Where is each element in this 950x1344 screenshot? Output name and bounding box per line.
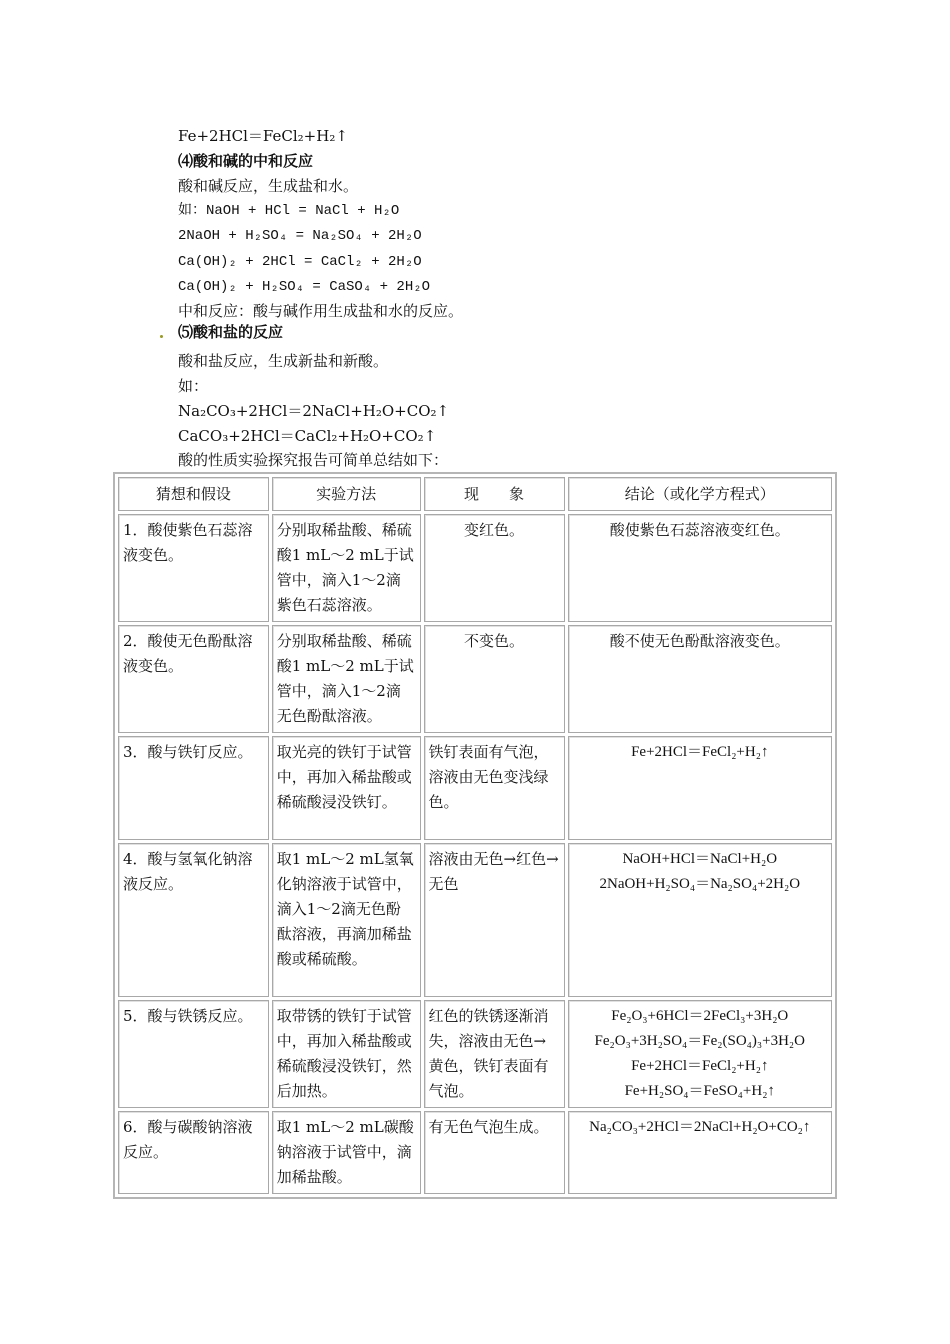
equation-caoh-h2so4: Ca(OH)₂ + H₂SO₄ = CaSO₄ + 2H₂O	[178, 279, 431, 295]
header-phenomenon: 现 象	[424, 477, 565, 511]
equation-naoh-h2so4: 2NaOH + H₂SO₄ = Na₂SO₄ + 2H₂O	[178, 228, 422, 244]
summary-sentence: 酸的性质实验探究报告可简单总结如下：	[178, 451, 449, 469]
cell-method: 取光亮的铁钉于试管中，再加入稀盐酸或稀硫酸浸没铁钉。	[272, 736, 421, 840]
section-heading-neutralization: ⑷酸和碱的中和反应	[178, 152, 314, 170]
cell-method: 取带锈的铁钉于试管中，再加入稀盐酸或稀硫酸浸没铁钉，然后加热。	[272, 1000, 421, 1108]
section-heading-acid-salt: ⑸酸和盐的反应	[178, 323, 284, 341]
cell-phenomenon: 红色的铁锈逐渐消失，溶液由无色→黄色，铁钉表面有气泡。	[424, 1000, 565, 1108]
header-method: 实验方法	[272, 477, 421, 511]
table-header-row	[118, 477, 832, 511]
cell-hypothesis: 6．酸与碳酸钠溶液反应。	[118, 1111, 269, 1194]
cell-phenomenon: 溶液由无色→红色→无色	[424, 843, 565, 997]
cell-method: 取1 mL～2 mL氢氧化钠溶液于试管中，滴入1～2滴无色酚酞溶液，再滴加稀盐酸或稀硫酸。	[272, 843, 421, 997]
paragraph-acid-salt: 酸和盐反应，生成新盐和新酸。	[178, 352, 389, 370]
table-row	[118, 1111, 832, 1194]
conclusion-line: 2NaOH+H₂SO₄＝Na₂SO₄+2H₂O	[599, 876, 801, 892]
equation-caco3: CaCO₃+2HCl＝CaCl₂+H₂O+CO₂↑	[178, 427, 437, 445]
conclusion-line: Fe₂O₃+3H₂SO₄＝Fe₂(SO₄)₃+3H₂O	[594, 1033, 805, 1049]
cell-phenomenon: 铁钉表面有气泡，溶液由无色变浅绿色。	[424, 736, 565, 840]
cell-conclusion	[568, 514, 832, 622]
conclusion-line: Fe+2HCl＝FeCl₂+H₂↑	[631, 1058, 769, 1074]
cell-hypothesis: 2．酸使无色酚酞溶液变色。	[118, 625, 269, 733]
conclusion-line: Fe₂O₃+6HCl＝2FeCl₃+3H₂O	[611, 1008, 789, 1024]
cell-conclusion	[568, 1000, 832, 1108]
cell-method: 取1 mL～2 mL碳酸钠溶液于试管中，滴加稀盐酸。	[272, 1111, 421, 1194]
cell-conclusion	[568, 736, 832, 840]
experiment-report-table	[113, 472, 837, 1199]
cell-conclusion	[568, 1111, 832, 1194]
table-row	[118, 625, 832, 733]
cell-phenomenon: 有无色气泡生成。	[424, 1111, 565, 1194]
cell-method: 分别取稀盐酸、稀硫酸1 mL～2 mL于试管中，滴入1～2滴无色酚酞溶液。	[272, 625, 421, 733]
marker-dot	[160, 335, 163, 338]
table-row	[118, 514, 832, 622]
equation-caoh-hcl: Ca(OH)₂ + 2HCl = CaCl₂ + 2H₂O	[178, 254, 422, 270]
cell-conclusion	[568, 625, 832, 733]
conclusion-line: Fe+2HCl＝FeCl₂+H₂↑	[631, 744, 769, 760]
example-label: 如：	[178, 377, 209, 395]
cell-phenomenon: 不变色。	[424, 625, 565, 733]
cell-hypothesis: 4．酸与氢氧化钠溶液反应。	[118, 843, 269, 997]
equation-naoh-hcl: 如：NaOH + HCl = NaCl + H₂O	[178, 203, 400, 219]
table-row	[118, 736, 832, 840]
cell-conclusion	[568, 843, 832, 997]
cell-hypothesis: 1．酸使紫色石蕊溶液变色。	[118, 514, 269, 622]
definition-neutralization: 中和反应：酸与碱作用生成盐和水的反应。	[178, 302, 464, 320]
conclusion-line: 酸使紫色石蕊溶液变红色。	[609, 521, 790, 539]
table-row	[118, 843, 832, 997]
equation-na2co3: Na₂CO₃+2HCl＝2NaCl+H₂O+CO₂↑	[178, 402, 450, 420]
paragraph-acid-base: 酸和碱反应，生成盐和水。	[178, 177, 359, 195]
conclusion-line: 酸不使无色酚酞溶液变色。	[609, 632, 790, 650]
conclusion-line: NaOH+HCl＝NaCl+H₂O	[622, 851, 778, 867]
header-hypothesis: 猜想和假设	[118, 477, 269, 511]
cell-hypothesis: 5．酸与铁锈反应。	[118, 1000, 269, 1108]
cell-method: 分别取稀盐酸、稀硫酸1 mL～2 mL于试管中，滴入1～2滴紫色石蕊溶液。	[272, 514, 421, 622]
equation-fe-hcl: Fe+2HCl＝FeCl₂+H₂↑	[178, 127, 348, 145]
conclusion-line: Na₂CO₃+2HCl＝2NaCl+H₂O+CO₂↑	[589, 1119, 811, 1135]
cell-hypothesis: 3．酸与铁钉反应。	[118, 736, 269, 840]
cell-phenomenon: 变红色。	[424, 514, 565, 622]
conclusion-line: Fe+H₂SO₄＝FeSO₄+H₂↑	[624, 1083, 775, 1099]
header-conclusion: 结论（或化学方程式）	[568, 477, 832, 511]
table-row	[118, 1000, 832, 1108]
